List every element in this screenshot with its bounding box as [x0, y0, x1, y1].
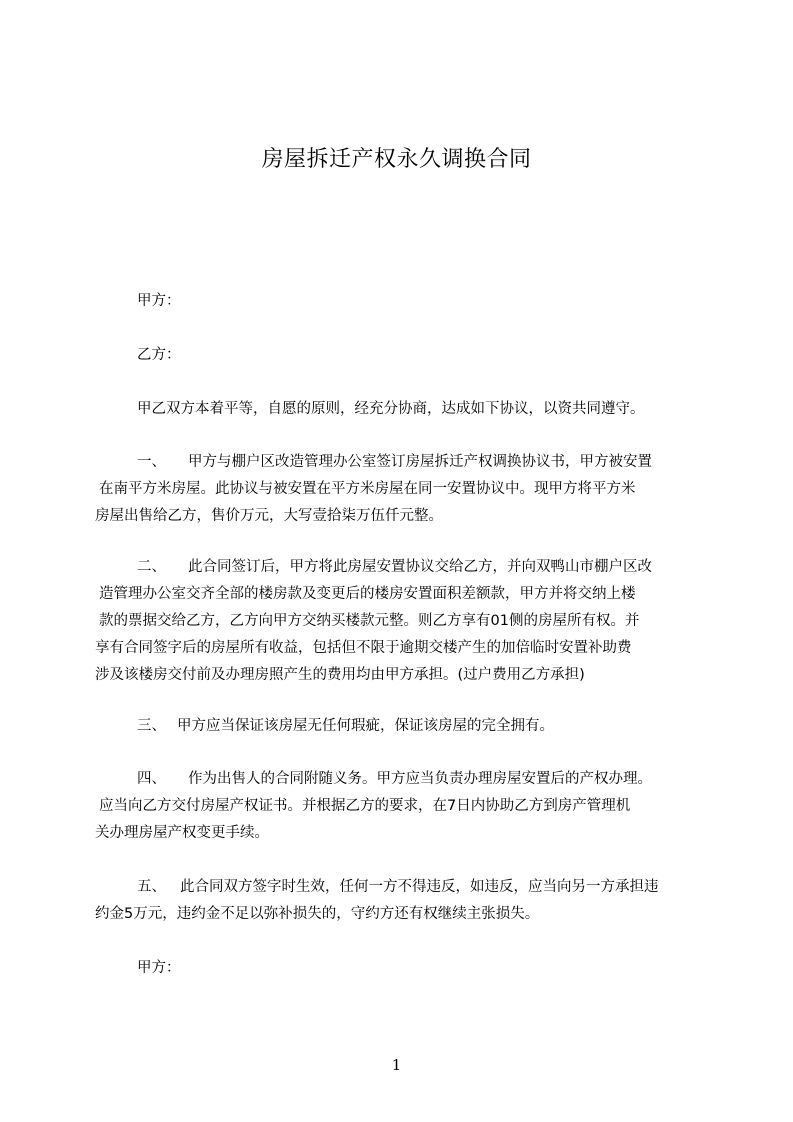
clause-2-line-3: 款的票据交给乙方，乙方向甲方交纳买楼款元整。则乙方享有01侧的房屋所有权。并 [99, 613, 640, 629]
page-number: 1 [391, 1056, 402, 1074]
clause-2-line-4: 享有合同签字后的房屋所有收益，包括但不限于逾期交楼产生的加倍临时安置补助费 [95, 640, 632, 656]
clause-5-line-2: 约金5万元，违约金不足以弥补损失的，守约方还有权继续主张损失。 [95, 906, 540, 922]
document-title: 房屋拆迁产权永久调换合同 [261, 147, 532, 172]
clause-2-number: 二、 [137, 559, 166, 575]
party-b-label: 乙方： [137, 347, 181, 363]
clause-1-number: 一、 [137, 454, 166, 470]
clause-2-line-5: 涉及该楼房交付前及办理房照产生的费用均由甲方承担。(过户费用乙方承担) [95, 667, 585, 683]
party-a-label: 甲方： [137, 293, 181, 309]
closing-party-a-label: 甲方： [137, 960, 181, 976]
clause-1-line-1: 甲方与棚户区改造管理办公室签订房屋拆迁产权调换协议书，甲方被安置 [188, 454, 652, 470]
clause-5-line-1: 此合同双方签字时生效，任何一方不得违反，如违反，应当向另一方承担违 [180, 879, 659, 895]
clause-2-line-1: 此合同签订后，甲方将此房屋安置协议交给乙方，并向双鸭山市棚户区改 [188, 559, 652, 575]
intro-paragraph: 甲乙双方本着平等，自愿的原则，经充分协商，达成如下协议，以资共同遵守。 [137, 401, 645, 417]
clause-1-line-2: 在南平方米房屋。此协议与被安置在平方米房屋在同一安置协议中。现甲方将平方米 [99, 481, 636, 497]
clause-5-number: 五、 [137, 879, 166, 895]
clause-2-line-2: 造管理办公室交齐全部的楼房款及变更后的楼房安置面积差额款，甲方并将交纳上楼 [99, 586, 636, 602]
clause-3-line-1: 甲方应当保证该房屋无任何瑕疵，保证该房屋的完全拥有。 [177, 718, 554, 734]
clause-1-line-3: 房屋出售给乙方，售价万元，大写壹拾柒万伍仟元整。 [95, 508, 443, 524]
clause-4-line-2: 应当向乙方交付房屋产权证书。并根据乙方的要求，在7日内协助乙方到房产管理机 [99, 798, 631, 814]
clause-4-line-1: 作为出售人的合同附随义务。甲方应当负责办理房屋安置后的产权办理。 [188, 771, 652, 787]
clause-3-number: 三、 [137, 718, 166, 734]
clause-4-number: 四、 [137, 771, 166, 787]
clause-4-line-3: 关办理房屋产权变更手续。 [95, 825, 269, 841]
